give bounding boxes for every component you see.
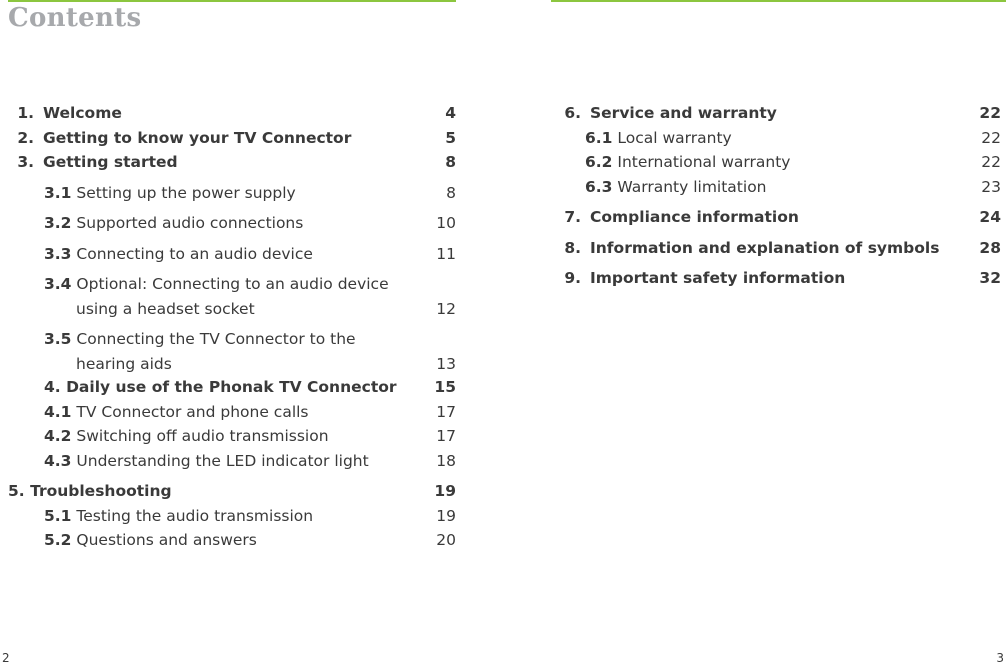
- top-rule-right: [551, 0, 1006, 2]
- toc-entry-local-warranty[interactable]: 6.1 Local warranty 22: [555, 126, 1001, 151]
- toc-entry-switching-off[interactable]: 4.2 Switching off audio transmission 17: [0, 424, 456, 449]
- page-ref: 23: [981, 177, 1001, 196]
- toc-entry-safety[interactable]: 9. Important safety information 32: [555, 266, 1001, 291]
- page-ref: 10: [436, 214, 456, 232]
- toc-entry-daily-use[interactable]: 4. Daily use of the Phonak TV Connector 15: [0, 375, 456, 400]
- toc-entry-questions[interactable]: 5.2 Questions and answers 20: [0, 528, 456, 553]
- page-ref: 22: [981, 128, 1001, 147]
- toc-entry-testing-audio[interactable]: 5.1 Testing the audio transmission 19: [0, 504, 456, 529]
- page-ref: 18: [436, 451, 456, 470]
- top-rule-left: [8, 0, 456, 2]
- toc-right: [555, 101, 1001, 291]
- page-ref: 11: [436, 244, 456, 263]
- toc-entry-welcome[interactable]: 1. Welcome 4: [0, 101, 456, 126]
- page-ref: 22: [979, 104, 1001, 122]
- toc-entry-connecting-audio-device[interactable]: 3.3 Connecting to an audio device 11: [0, 242, 456, 267]
- page-ref: 32: [979, 269, 1001, 287]
- toc-entry-headset-socket[interactable]: 3.4 Optional: Connecting to an audio device using a headset socket 12: [0, 272, 456, 321]
- toc-entry-phone-calls[interactable]: 4.1 TV Connector and phone calls 17: [0, 400, 456, 425]
- page-ref: 13: [436, 354, 456, 373]
- toc-entry-audio-connections[interactable]: 3.2 Supported audio connections 10: [0, 211, 456, 236]
- toc-entry-troubleshooting[interactable]: 5. Troubleshooting 19: [0, 479, 456, 504]
- toc-entry-symbols[interactable]: 8. Information and explanation of symbols 28: [555, 236, 1001, 261]
- toc-entry-warranty-limitation[interactable]: 6.3 Warranty limitation 23: [555, 175, 1001, 200]
- page-ref: 28: [979, 238, 1001, 257]
- page-number-right: 3: [996, 651, 1004, 665]
- page-ref: 24: [979, 208, 1001, 226]
- page-ref: 15: [434, 378, 456, 396]
- page-ref: 12: [436, 299, 456, 318]
- page-ref: 17: [436, 427, 456, 445]
- toc-entry-led-indicator[interactable]: 4.3 Understanding the LED indicator light 18: [0, 449, 456, 474]
- toc-entry-service-warranty[interactable]: 6. Service and warranty 22: [555, 101, 1001, 126]
- toc-entry-power-supply[interactable]: 3.1 Setting up the power supply 8: [0, 181, 456, 206]
- page-number-left: 2: [2, 651, 10, 665]
- page-ref: 5: [445, 128, 456, 147]
- toc-entry-compliance[interactable]: 7. Compliance information 24: [555, 205, 1001, 230]
- toc-entry-international-warranty[interactable]: 6.2 International warranty 22: [555, 150, 1001, 175]
- page-ref: 8: [446, 183, 456, 202]
- page-ref: 17: [436, 402, 456, 421]
- page-ref: 20: [436, 531, 456, 549]
- toc-entry-getting-started[interactable]: 3. Getting started 8: [0, 150, 456, 175]
- page-ref: 19: [434, 482, 456, 500]
- toc-entry-connecting-hearing-aids[interactable]: 3.5 Connecting the TV Connector to the hearing aids 13: [0, 327, 456, 376]
- page-ref: 22: [981, 153, 1001, 171]
- page-ref: 4: [445, 104, 456, 122]
- page-title: Contents: [8, 3, 142, 33]
- page-ref: 8: [445, 153, 456, 171]
- toc-left: [0, 101, 456, 553]
- toc-entry-getting-to-know[interactable]: 2. Getting to know your TV Connector 5: [0, 126, 456, 151]
- page-ref: 19: [436, 506, 456, 525]
